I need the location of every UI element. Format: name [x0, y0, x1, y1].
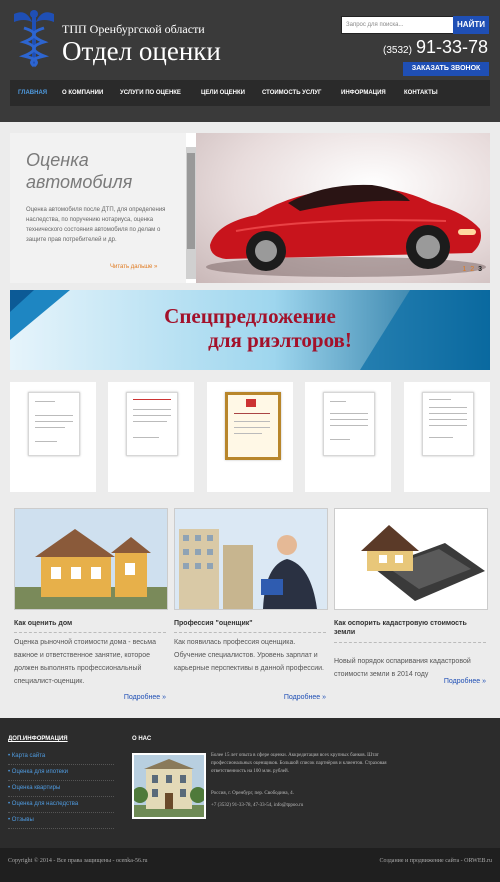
calculator-image[interactable]: [334, 508, 488, 610]
calculator-house-icon: [335, 509, 487, 609]
site-footer: [0, 718, 500, 848]
nav-item-info[interactable]: ИНФОРМАЦИЯ: [341, 90, 386, 96]
footer-link-reviews[interactable]: • Отзывы: [8, 812, 114, 829]
footer-bottom-bar: [0, 848, 500, 882]
slide-scrollbar[interactable]: [186, 147, 196, 279]
document-icon: [323, 392, 375, 456]
slide-page-1[interactable]: 1: [462, 266, 467, 273]
order-call-button[interactable]: ЗАКАЗАТЬ ЗВОНОК: [403, 62, 489, 76]
red-car-icon: [196, 133, 490, 283]
more-link[interactable]: Подробнее »: [443, 678, 486, 685]
footer-link-mortgage[interactable]: • Оценка для ипотеки: [8, 764, 114, 781]
banner-line-2: для риэлторов!: [208, 328, 352, 352]
article-title[interactable]: Профессия "оценщик": [174, 620, 253, 627]
department-title[interactable]: Отдел оценки: [62, 36, 221, 66]
slide-title: Оценка автомобиля: [26, 150, 133, 192]
slide-caption: [10, 133, 186, 283]
article-summary: Как появилась профессия оценщика. Обучение специалистов. Уровень зарплат и карьерные перспективы в данной профессии.: [174, 639, 324, 672]
copyright-text: Copyright © 2014 - Все права защищены - ocenka-56.ru: [8, 858, 148, 864]
slide-page-3[interactable]: 3: [478, 266, 482, 273]
businessman-icon: [175, 509, 327, 609]
nav-item-prices[interactable]: СТОИМОСТЬ УСЛУГ: [262, 90, 322, 96]
certificate-thumb[interactable]: [10, 382, 96, 492]
appraiser-image[interactable]: [174, 508, 328, 610]
more-link[interactable]: Подробнее »: [283, 694, 326, 701]
house-image[interactable]: [14, 508, 168, 610]
divider: [14, 632, 166, 634]
certificate-thumb[interactable]: [207, 382, 293, 492]
article-title[interactable]: Как оценить дом: [14, 620, 73, 627]
banner-line-1: Спецпредложение: [164, 304, 336, 328]
more-link[interactable]: Подробнее »: [123, 694, 166, 701]
phone-number: [383, 37, 488, 58]
slide-car-image: [196, 133, 490, 283]
certificate-thumb[interactable]: [108, 382, 194, 492]
divider: [334, 642, 486, 644]
footer-link-inheritance[interactable]: • Оценка для наследства: [8, 796, 114, 813]
nav-item-contacts[interactable]: КОНТАКТЫ: [404, 90, 438, 96]
site-header: [0, 0, 500, 122]
developer-credit-link[interactable]: Создание и продвижение сайта - ORWEB.ru: [379, 858, 492, 864]
hero-slider: [10, 133, 490, 283]
slide-pagination: [460, 266, 482, 273]
phone-code: (3532): [383, 45, 412, 56]
nav-item-goals[interactable]: ЦЕЛИ ОЦЕНКИ: [201, 90, 245, 96]
divider: [174, 632, 326, 634]
nav-item-home[interactable]: ГЛАВНАЯ: [18, 90, 48, 96]
certificate-thumb[interactable]: [305, 382, 391, 492]
address-text: Россия, г. Оренбург, пер. Свободина, 4.: [211, 791, 294, 796]
slide-description: Оценка автомобиля после ДТП, для определения наследства, по поручению нотариуса, оценка технического состояния автомобиля по делам о защите прав потребителей и др.: [26, 207, 166, 243]
read-more-link[interactable]: Читать дальше »: [110, 264, 158, 270]
search-input[interactable]: Запрос для поиска...: [341, 16, 459, 34]
footer-link-sitemap[interactable]: • Карта сайта: [8, 748, 114, 765]
phone-digits: 91-33-78: [415, 37, 488, 57]
search-button[interactable]: НАЙТИ: [453, 16, 489, 34]
articles-section: [10, 508, 490, 708]
house-icon: [15, 509, 167, 609]
article-summary: Оценка рыночной стоимости дома - весьма важное и ответственное занятие, которое должен выполнять профессиональный специалист-оценщик.: [14, 639, 156, 685]
document-icon: [422, 392, 474, 456]
footer-link-apartment[interactable]: • Оценка квартиры: [8, 780, 114, 797]
certificates-gallery: [10, 382, 490, 492]
scrollbar-thumb[interactable]: [187, 153, 195, 249]
caduceus-logo-icon[interactable]: [12, 8, 56, 68]
org-name: ТПП Оренбургской области: [62, 22, 205, 36]
realtor-offer-banner[interactable]: [10, 290, 490, 370]
article-title[interactable]: Как оспорить кадастровую стоимость земли: [334, 620, 467, 636]
nav-item-about[interactable]: О КОМПАНИИ: [62, 90, 104, 96]
document-icon: [126, 392, 178, 456]
document-icon: [28, 392, 80, 456]
office-building-image: [132, 753, 206, 819]
about-text: Более 15 лет опыта в сфере оценки. Аккредитация всех крупных банков. Штат профессиональных оценщиков. Большой список партнёров и клиентов. Страховая ответственность на 100 млн. рублей.: [211, 753, 387, 774]
certificate-thumb[interactable]: [404, 382, 490, 492]
nav-item-services[interactable]: УСЛУГИ ПО ОЦЕНКЕ: [120, 90, 181, 96]
footer-about-heading: О НАС: [132, 736, 152, 742]
building-icon: [134, 755, 204, 817]
contacts-text[interactable]: +7 (3532) 91-33-78, 47-33-54, info@tppoo.ru: [211, 803, 304, 808]
article-summary: Новый порядок оспаривания кадастровой стоимости земли в 2014 году: [334, 658, 471, 678]
footer-info-heading: ДОП.ИНФОРМАЦИЯ: [8, 736, 68, 742]
diploma-icon: [225, 392, 281, 460]
main-nav: [10, 80, 490, 106]
slide-page-2[interactable]: 2: [470, 266, 475, 273]
